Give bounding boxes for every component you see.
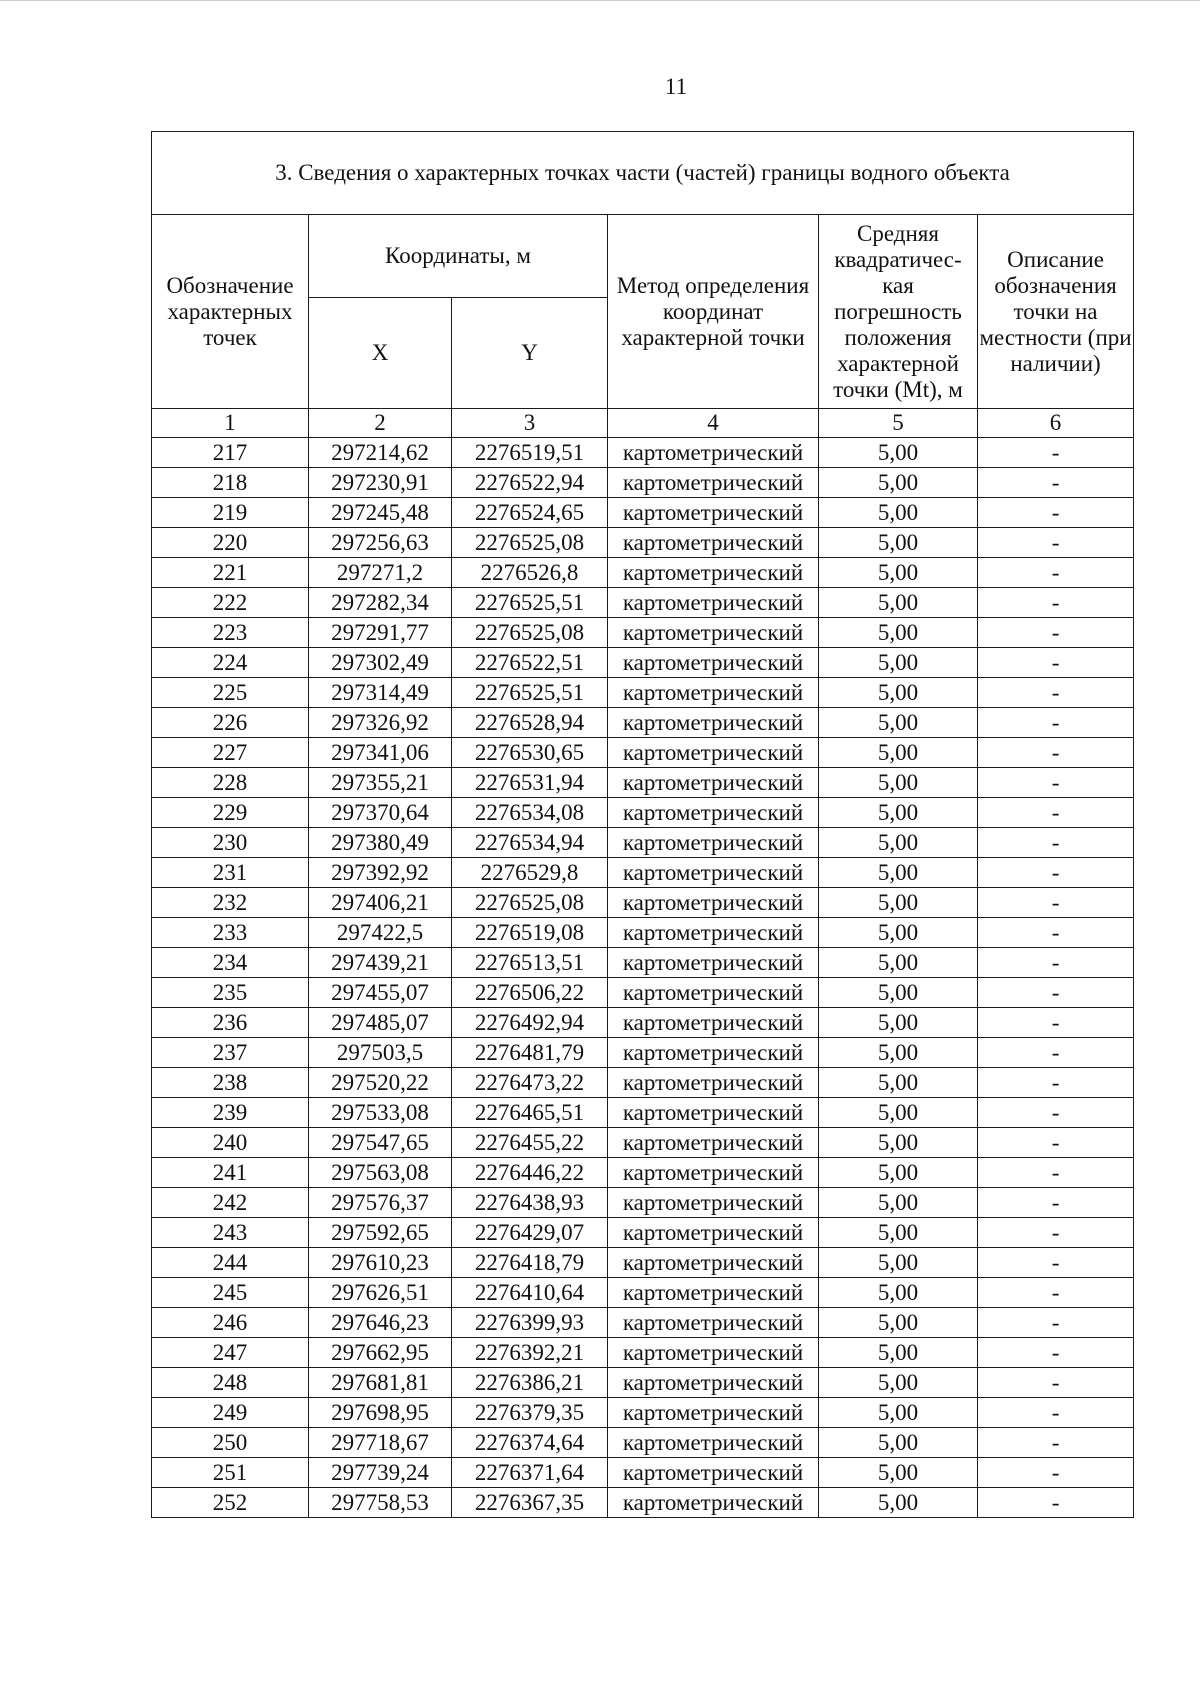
y-coordinate-cell: 2276534,94 <box>452 828 608 858</box>
header-y: Y <box>452 298 608 409</box>
x-coordinate-cell: 297758,53 <box>309 1488 452 1518</box>
description-cell: - <box>978 1368 1134 1398</box>
x-coordinate-cell: 297610,23 <box>309 1248 452 1278</box>
method-cell: картометрический <box>608 528 819 558</box>
error-cell: 5,00 <box>819 1278 978 1308</box>
y-coordinate-cell: 2276410,64 <box>452 1278 608 1308</box>
error-cell: 5,00 <box>819 588 978 618</box>
column-number: 1 <box>152 409 309 438</box>
y-coordinate-cell: 2276429,07 <box>452 1218 608 1248</box>
method-cell: картометрический <box>608 768 819 798</box>
y-coordinate-cell: 2276528,94 <box>452 708 608 738</box>
table-row <box>152 888 1134 918</box>
x-coordinate-cell: 297282,34 <box>309 588 452 618</box>
x-coordinate-cell: 297718,67 <box>309 1428 452 1458</box>
y-coordinate-cell: 2276392,21 <box>452 1338 608 1368</box>
error-cell: 5,00 <box>819 1038 978 1068</box>
description-cell: - <box>978 1398 1134 1428</box>
description-cell: - <box>978 678 1134 708</box>
table-row <box>152 438 1134 468</box>
description-cell: - <box>978 1008 1134 1038</box>
method-cell: картометрический <box>608 468 819 498</box>
description-cell: - <box>978 768 1134 798</box>
y-coordinate-cell: 2276371,64 <box>452 1458 608 1488</box>
y-coordinate-cell: 2276481,79 <box>452 1038 608 1068</box>
table-row <box>152 528 1134 558</box>
point-id-cell: 219 <box>152 498 309 528</box>
y-coordinate-cell: 2276473,22 <box>452 1068 608 1098</box>
description-cell: - <box>978 1128 1134 1158</box>
method-cell: картометрический <box>608 1278 819 1308</box>
x-coordinate-cell: 297314,49 <box>309 678 452 708</box>
error-cell: 5,00 <box>819 768 978 798</box>
point-id-cell: 225 <box>152 678 309 708</box>
point-id-cell: 251 <box>152 1458 309 1488</box>
header-description: Описание обозначения точки на местности (при наличии) <box>978 215 1134 409</box>
description-cell: - <box>978 1188 1134 1218</box>
y-coordinate-cell: 2276367,35 <box>452 1488 608 1518</box>
method-cell: картометрический <box>608 618 819 648</box>
description-cell: - <box>978 648 1134 678</box>
x-coordinate-cell: 297230,91 <box>309 468 452 498</box>
error-cell: 5,00 <box>819 888 978 918</box>
method-cell: картометрический <box>608 438 819 468</box>
method-cell: картометрический <box>608 1128 819 1158</box>
method-cell: картометрический <box>608 1158 819 1188</box>
description-cell: - <box>978 468 1134 498</box>
y-coordinate-cell: 2276399,93 <box>452 1308 608 1338</box>
method-cell: картометрический <box>608 588 819 618</box>
x-coordinate-cell: 297380,49 <box>309 828 452 858</box>
x-coordinate-cell: 297406,21 <box>309 888 452 918</box>
error-cell: 5,00 <box>819 828 978 858</box>
error-cell: 5,00 <box>819 1428 978 1458</box>
error-cell: 5,00 <box>819 1398 978 1428</box>
y-coordinate-cell: 2276455,22 <box>452 1128 608 1158</box>
method-cell: картометрический <box>608 678 819 708</box>
header-method: Метод определения координат характерной точки <box>608 215 819 409</box>
y-coordinate-cell: 2276524,65 <box>452 498 608 528</box>
x-coordinate-cell: 297662,95 <box>309 1338 452 1368</box>
error-cell: 5,00 <box>819 918 978 948</box>
x-coordinate-cell: 297485,07 <box>309 1008 452 1038</box>
error-cell: 5,00 <box>819 738 978 768</box>
error-cell: 5,00 <box>819 1188 978 1218</box>
table-row <box>152 678 1134 708</box>
x-coordinate-cell: 297455,07 <box>309 978 452 1008</box>
point-id-cell: 233 <box>152 918 309 948</box>
description-cell: - <box>978 948 1134 978</box>
error-cell: 5,00 <box>819 1128 978 1158</box>
y-coordinate-cell: 2276386,21 <box>452 1368 608 1398</box>
point-id-cell: 231 <box>152 858 309 888</box>
column-number: 4 <box>608 409 819 438</box>
point-id-cell: 250 <box>152 1428 309 1458</box>
description-cell: - <box>978 498 1134 528</box>
method-cell: картометрический <box>608 918 819 948</box>
header-x: X <box>309 298 452 409</box>
error-cell: 5,00 <box>819 1248 978 1278</box>
description-cell: - <box>978 1428 1134 1458</box>
description-cell: - <box>978 1158 1134 1188</box>
point-id-cell: 239 <box>152 1098 309 1128</box>
method-cell: картометрический <box>608 1458 819 1488</box>
description-cell: - <box>978 438 1134 468</box>
table-row <box>152 618 1134 648</box>
x-coordinate-cell: 297503,5 <box>309 1038 452 1068</box>
point-id-cell: 243 <box>152 1218 309 1248</box>
table-row <box>152 1488 1134 1518</box>
column-number: 3 <box>452 409 608 438</box>
x-coordinate-cell: 297256,63 <box>309 528 452 558</box>
description-cell: - <box>978 738 1134 768</box>
y-coordinate-cell: 2276379,35 <box>452 1398 608 1428</box>
method-cell: картометрический <box>608 738 819 768</box>
method-cell: картометрический <box>608 558 819 588</box>
y-coordinate-cell: 2276525,51 <box>452 588 608 618</box>
point-id-cell: 238 <box>152 1068 309 1098</box>
x-coordinate-cell: 297341,06 <box>309 738 452 768</box>
point-id-cell: 249 <box>152 1398 309 1428</box>
error-cell: 5,00 <box>819 1368 978 1398</box>
error-cell: 5,00 <box>819 1098 978 1128</box>
table-row <box>152 708 1134 738</box>
method-cell: картометрический <box>608 1068 819 1098</box>
error-cell: 5,00 <box>819 648 978 678</box>
method-cell: картометрический <box>608 1188 819 1218</box>
table-row <box>152 468 1134 498</box>
column-number: 2 <box>309 409 452 438</box>
y-coordinate-cell: 2276519,51 <box>452 438 608 468</box>
point-id-cell: 237 <box>152 1038 309 1068</box>
table-row <box>152 798 1134 828</box>
error-cell: 5,00 <box>819 1068 978 1098</box>
header-error: Средняя квадратичес-кая погрешность положения характерной точки (Mt), м <box>819 215 978 409</box>
table-row <box>152 1098 1134 1128</box>
method-cell: картометрический <box>608 1248 819 1278</box>
method-cell: картометрический <box>608 1098 819 1128</box>
table-row <box>152 1428 1134 1458</box>
y-coordinate-cell: 2276465,51 <box>452 1098 608 1128</box>
table-row <box>152 1278 1134 1308</box>
section-title: 3. Сведения о характерных точках части (частей) границы водного объекта <box>152 132 1134 215</box>
method-cell: картометрический <box>608 888 819 918</box>
table-row <box>152 558 1134 588</box>
point-id-cell: 228 <box>152 768 309 798</box>
table-row <box>152 1308 1134 1338</box>
y-coordinate-cell: 2276513,51 <box>452 948 608 978</box>
header-designation: Обозначение характерных точек <box>152 215 309 409</box>
method-cell: картометрический <box>608 1368 819 1398</box>
description-cell: - <box>978 1308 1134 1338</box>
table-row <box>152 858 1134 888</box>
point-id-cell: 222 <box>152 588 309 618</box>
description-cell: - <box>978 1038 1134 1068</box>
x-coordinate-cell: 297698,95 <box>309 1398 452 1428</box>
error-cell: 5,00 <box>819 1218 978 1248</box>
point-id-cell: 220 <box>152 528 309 558</box>
error-cell: 5,00 <box>819 468 978 498</box>
description-cell: - <box>978 1248 1134 1278</box>
x-coordinate-cell: 297370,64 <box>309 798 452 828</box>
point-id-cell: 229 <box>152 798 309 828</box>
description-cell: - <box>978 558 1134 588</box>
y-coordinate-cell: 2276519,08 <box>452 918 608 948</box>
table-row <box>152 948 1134 978</box>
x-coordinate-cell: 297422,5 <box>309 918 452 948</box>
error-cell: 5,00 <box>819 1488 978 1518</box>
error-cell: 5,00 <box>819 1308 978 1338</box>
y-coordinate-cell: 2276506,22 <box>452 978 608 1008</box>
error-cell: 5,00 <box>819 1158 978 1188</box>
error-cell: 5,00 <box>819 948 978 978</box>
y-coordinate-cell: 2276525,08 <box>452 618 608 648</box>
table-row <box>152 828 1134 858</box>
table-row <box>152 1068 1134 1098</box>
x-coordinate-cell: 297214,62 <box>309 438 452 468</box>
point-id-cell: 218 <box>152 468 309 498</box>
x-coordinate-cell: 297592,65 <box>309 1218 452 1248</box>
error-cell: 5,00 <box>819 798 978 828</box>
point-id-cell: 221 <box>152 558 309 588</box>
point-id-cell: 224 <box>152 648 309 678</box>
method-cell: картометрический <box>608 648 819 678</box>
table-row <box>152 1128 1134 1158</box>
x-coordinate-cell: 297291,77 <box>309 618 452 648</box>
y-coordinate-cell: 2276526,8 <box>452 558 608 588</box>
method-cell: картометрический <box>608 1338 819 1368</box>
table-row <box>152 768 1134 798</box>
y-coordinate-cell: 2276525,08 <box>452 888 608 918</box>
point-id-cell: 230 <box>152 828 309 858</box>
table-row <box>152 1368 1134 1398</box>
table-row <box>152 1458 1134 1488</box>
point-id-cell: 227 <box>152 738 309 768</box>
table-row <box>152 1158 1134 1188</box>
point-id-cell: 247 <box>152 1338 309 1368</box>
description-cell: - <box>978 618 1134 648</box>
point-id-cell: 241 <box>152 1158 309 1188</box>
header-coordinates: Координаты, м <box>309 215 608 298</box>
x-coordinate-cell: 297547,65 <box>309 1128 452 1158</box>
point-id-cell: 242 <box>152 1188 309 1218</box>
description-cell: - <box>978 978 1134 1008</box>
description-cell: - <box>978 858 1134 888</box>
x-coordinate-cell: 297439,21 <box>309 948 452 978</box>
table-row <box>152 648 1134 678</box>
method-cell: картометрический <box>608 978 819 1008</box>
point-id-cell: 232 <box>152 888 309 918</box>
error-cell: 5,00 <box>819 528 978 558</box>
boundary-points-table <box>151 131 1134 1518</box>
method-cell: картометрический <box>608 798 819 828</box>
point-id-cell: 226 <box>152 708 309 738</box>
y-coordinate-cell: 2276438,93 <box>452 1188 608 1218</box>
error-cell: 5,00 <box>819 978 978 1008</box>
table-row <box>152 738 1134 768</box>
x-coordinate-cell: 297533,08 <box>309 1098 452 1128</box>
y-coordinate-cell: 2276530,65 <box>452 738 608 768</box>
description-cell: - <box>978 1098 1134 1128</box>
error-cell: 5,00 <box>819 1008 978 1038</box>
y-coordinate-cell: 2276446,22 <box>452 1158 608 1188</box>
error-cell: 5,00 <box>819 1338 978 1368</box>
method-cell: картометрический <box>608 1038 819 1068</box>
point-id-cell: 246 <box>152 1308 309 1338</box>
point-id-cell: 236 <box>152 1008 309 1038</box>
y-coordinate-cell: 2276529,8 <box>452 858 608 888</box>
method-cell: картометрический <box>608 1428 819 1458</box>
error-cell: 5,00 <box>819 618 978 648</box>
y-coordinate-cell: 2276531,94 <box>452 768 608 798</box>
description-cell: - <box>978 708 1134 738</box>
x-coordinate-cell: 297626,51 <box>309 1278 452 1308</box>
x-coordinate-cell: 297355,21 <box>309 768 452 798</box>
y-coordinate-cell: 2276525,51 <box>452 678 608 708</box>
column-number-row <box>152 409 1134 438</box>
point-id-cell: 217 <box>152 438 309 468</box>
x-coordinate-cell: 297563,08 <box>309 1158 452 1188</box>
description-cell: - <box>978 1068 1134 1098</box>
table-row <box>152 918 1134 948</box>
method-cell: картометрический <box>608 858 819 888</box>
y-coordinate-cell: 2276522,94 <box>452 468 608 498</box>
x-coordinate-cell: 297520,22 <box>309 1068 452 1098</box>
x-coordinate-cell: 297271,2 <box>309 558 452 588</box>
error-cell: 5,00 <box>819 558 978 588</box>
error-cell: 5,00 <box>819 498 978 528</box>
method-cell: картометрический <box>608 1008 819 1038</box>
y-coordinate-cell: 2276418,79 <box>452 1248 608 1278</box>
method-cell: картометрический <box>608 1308 819 1338</box>
column-number: 6 <box>978 409 1134 438</box>
error-cell: 5,00 <box>819 1458 978 1488</box>
error-cell: 5,00 <box>819 438 978 468</box>
description-cell: - <box>978 528 1134 558</box>
table-row <box>152 1038 1134 1068</box>
table-row <box>152 1398 1134 1428</box>
point-id-cell: 234 <box>152 948 309 978</box>
y-coordinate-cell: 2276525,08 <box>452 528 608 558</box>
x-coordinate-cell: 297326,92 <box>309 708 452 738</box>
scan-edge-line <box>0 0 1200 1</box>
x-coordinate-cell: 297302,49 <box>309 648 452 678</box>
description-cell: - <box>978 798 1134 828</box>
column-number: 5 <box>819 409 978 438</box>
method-cell: картометрический <box>608 948 819 978</box>
table-body <box>152 438 1134 1518</box>
method-cell: картометрический <box>608 498 819 528</box>
description-cell: - <box>978 1278 1134 1308</box>
point-id-cell: 235 <box>152 978 309 1008</box>
y-coordinate-cell: 2276534,08 <box>452 798 608 828</box>
error-cell: 5,00 <box>819 858 978 888</box>
point-id-cell: 248 <box>152 1368 309 1398</box>
point-id-cell: 252 <box>152 1488 309 1518</box>
method-cell: картометрический <box>608 1488 819 1518</box>
method-cell: картометрический <box>608 828 819 858</box>
description-cell: - <box>978 1458 1134 1488</box>
table-row <box>152 978 1134 1008</box>
table-row <box>152 498 1134 528</box>
x-coordinate-cell: 297245,48 <box>309 498 452 528</box>
table-row <box>152 1338 1134 1368</box>
description-cell: - <box>978 888 1134 918</box>
point-id-cell: 240 <box>152 1128 309 1158</box>
page-number: 11 <box>664 74 688 99</box>
table-row <box>152 1248 1134 1278</box>
description-cell: - <box>978 828 1134 858</box>
method-cell: картометрический <box>608 708 819 738</box>
error-cell: 5,00 <box>819 708 978 738</box>
x-coordinate-cell: 297739,24 <box>309 1458 452 1488</box>
description-cell: - <box>978 1488 1134 1518</box>
table-row <box>152 588 1134 618</box>
description-cell: - <box>978 918 1134 948</box>
method-cell: картометрический <box>608 1398 819 1428</box>
y-coordinate-cell: 2276522,51 <box>452 648 608 678</box>
y-coordinate-cell: 2276374,64 <box>452 1428 608 1458</box>
x-coordinate-cell: 297646,23 <box>309 1308 452 1338</box>
error-cell: 5,00 <box>819 678 978 708</box>
table-row <box>152 1008 1134 1038</box>
table-row <box>152 1188 1134 1218</box>
table-row <box>152 1218 1134 1248</box>
description-cell: - <box>978 1338 1134 1368</box>
point-id-cell: 244 <box>152 1248 309 1278</box>
point-id-cell: 223 <box>152 618 309 648</box>
point-id-cell: 245 <box>152 1278 309 1308</box>
description-cell: - <box>978 588 1134 618</box>
description-cell: - <box>978 1218 1134 1248</box>
y-coordinate-cell: 2276492,94 <box>452 1008 608 1038</box>
method-cell: картометрический <box>608 1218 819 1248</box>
x-coordinate-cell: 297576,37 <box>309 1188 452 1218</box>
x-coordinate-cell: 297681,81 <box>309 1368 452 1398</box>
x-coordinate-cell: 297392,92 <box>309 858 452 888</box>
